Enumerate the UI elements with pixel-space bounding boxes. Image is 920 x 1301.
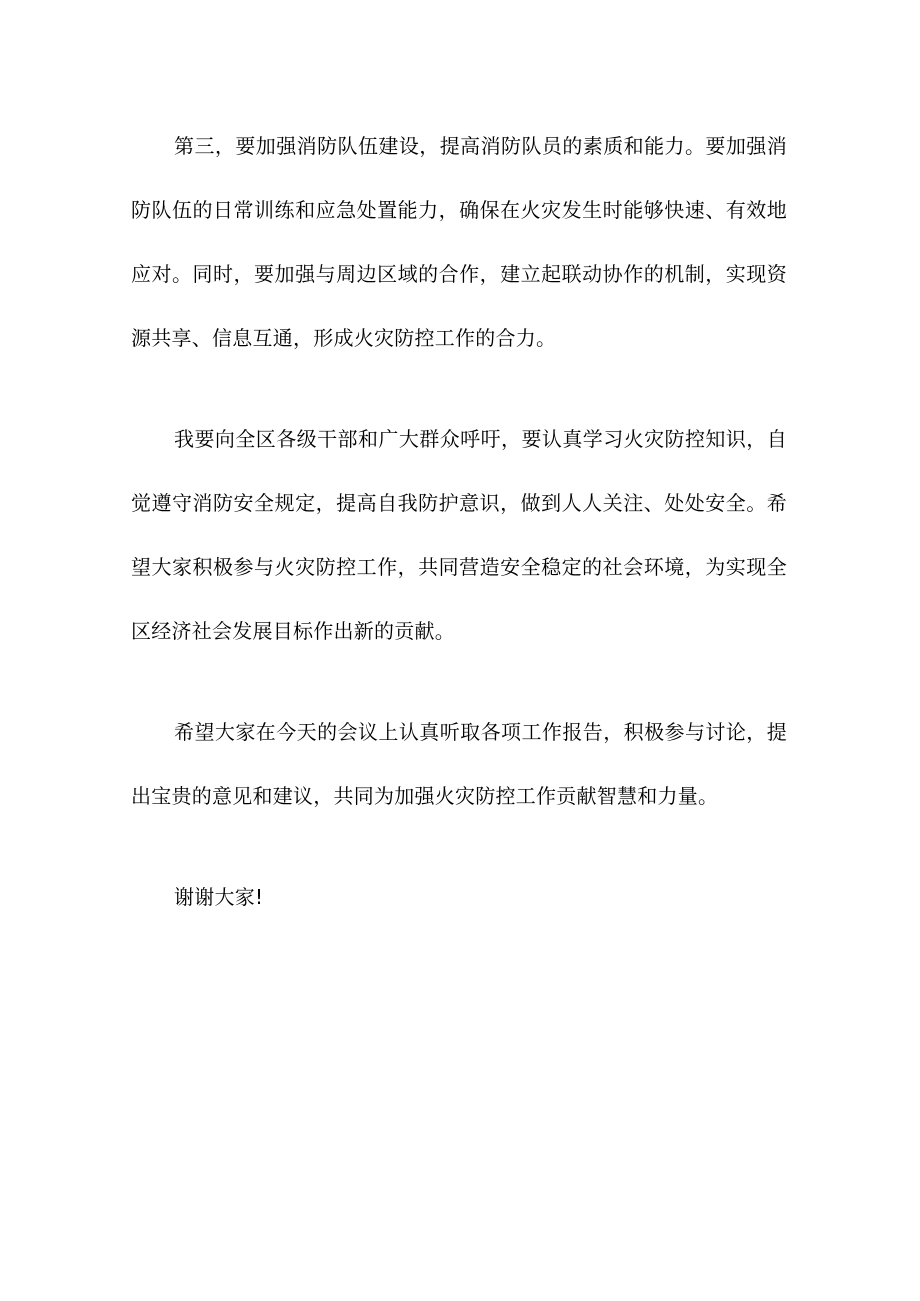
paragraph-public-appeal: 我要向全区各级干部和广大群众呼吁，要认真学习火灾防控知识，自觉遵守消防安全规定，提高自我防护意识，做到人人关注、处处安全。希望大家积极参与火灾防控工作，共同营造安全稳定的社会环境，为实现全区经济社会发展目标作出新的贡献。 xyxy=(131,427,787,643)
paragraph-meeting-hope: 希望大家在今天的会议上认真听取各项工作报告，积极参与讨论，提出宝贵的意见和建议，共同为加强火灾防控工作贡献智慧和力量。 xyxy=(131,720,787,808)
document-body xyxy=(131,114,787,966)
closing-thanks: 谢谢大家! xyxy=(174,885,264,909)
paragraph-fire-brigade: 第三，要加强消防队伍建设，提高消防队员的素质和能力。要加强消防队伍的日常训练和应急处置能力，确保在火灾发生时能够快速、有效地应对。同时，要加强与周边区域的合作，建立起联动协作的机制，实现资源共享、信息互通，形成火灾防控工作的合力。 xyxy=(131,134,787,350)
